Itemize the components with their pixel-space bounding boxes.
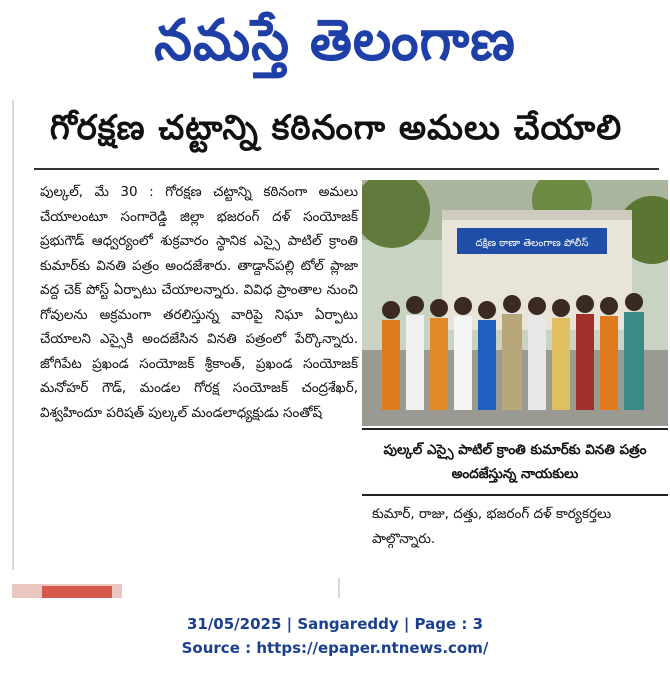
- column-divider: [12, 100, 14, 570]
- photo-caption: పుల్కల్ ఎస్సై పాటిల్ క్రాంతి కుమార్‌కు వినతి పత్రం అందజేస్తున్న నాయకులు: [362, 428, 668, 496]
- photo-sign-text: దక్షిణ ఠాణా తెలంగాణ పోలీస్: [475, 238, 589, 249]
- footer-date-line: 31/05/2025 | Sangareddy | Page : 3: [186, 615, 484, 633]
- footer: [0, 612, 670, 660]
- footer-source-line: Source : https://epaper.ntnews.com/: [181, 639, 489, 657]
- news-clipping: [12, 100, 658, 598]
- article-photo: [362, 180, 668, 426]
- article-body-text: పుల్కల్, మే 30 : గోరక్షణ చట్టాన్ని కఠినంగా అమలు చేయాలంటూ సంగారెడ్డి జిల్లా భజరంగ్ దళ్ సంయోజక్ ప్రభుగౌడ్ ఆధ్వర్యంలో శుక్రవారం స్థానిక ఎస్సై పాటిల్ క్రాంతి కుమార్‌కు వినతి పత్రం అందజేశారు. తాడ్దాన్‌పల్లి టోల్ ప్లాజా వద్ద చెక్ పోస్ట్ ఏర్పాటు చేయాలన్నారు. వివిధ ప్రాంతాల నుంచి గోవులను అక్రమంగా తరలిస్తున్న వారిపై నిఘా ఏర్పాటు చేయాలని ఎస్సైకి అందజేసిన వినతి పత్రంలో పేర్కొన్నారు. జోగిపేట ప్రఖండ సంయోజక్ శ్రీకాంత్, ప్రఖండ సంయోజక్ మనోహర్ గౌడ్, మండల గోరక్ష సంయోజక్ చంద్రశేఖర్, విశ్వహిందూ పరిషత్ పుల్కల్ మండలాధ్యక్షుడు సంతోష్: [40, 184, 358, 421]
- masthead-title: నమస్తే తెలంగాణ: [154, 6, 516, 74]
- article-body-continued: కుమార్, రాజు, దత్తు, భజరంగ్ దళ్ కార్యకర్తలు పాల్గొన్నారు.: [372, 506, 612, 547]
- headline-rule: [34, 168, 659, 170]
- group-photo-image: [362, 180, 668, 426]
- article-body: [40, 180, 358, 425]
- adjacent-article-fragment: [12, 578, 658, 598]
- masthead: [0, 0, 670, 92]
- article-headline: గోరక్షణ చట్టాన్ని కఠినంగా అమలు చేయాలి: [49, 108, 623, 148]
